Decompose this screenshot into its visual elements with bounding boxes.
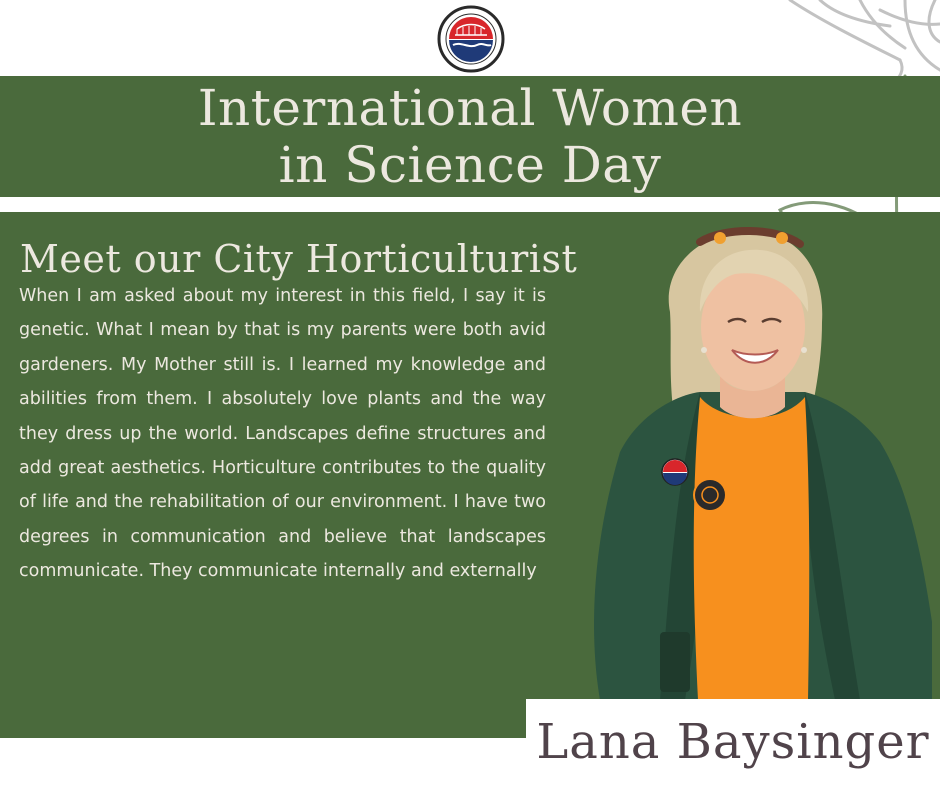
city-seal-icon: [437, 5, 505, 73]
portrait-photo: [560, 222, 940, 700]
title-line-1: International Women: [197, 79, 743, 137]
person-name: Lana Baysinger: [536, 714, 930, 770]
section-subtitle: Meet our City Horticulturist: [20, 237, 578, 281]
page-title: [0, 80, 940, 194]
bio-text: When I am asked about my interest in this field, I say it is genetic. What I mean by that is my parents were both avid gardeners. My Mother still is. I learned my knowledge and abilities from them. I absolutely love plants and the way they dress up the world. Landscapes define structures and add great aesthetics. Horticulture contributes to the quality of life and the rehabilitation of our environment. I have two degrees in communication and believe that landscapes communicate. They communicate internally and externally: [19, 286, 546, 582]
title-line-2: in Science Day: [278, 136, 662, 194]
